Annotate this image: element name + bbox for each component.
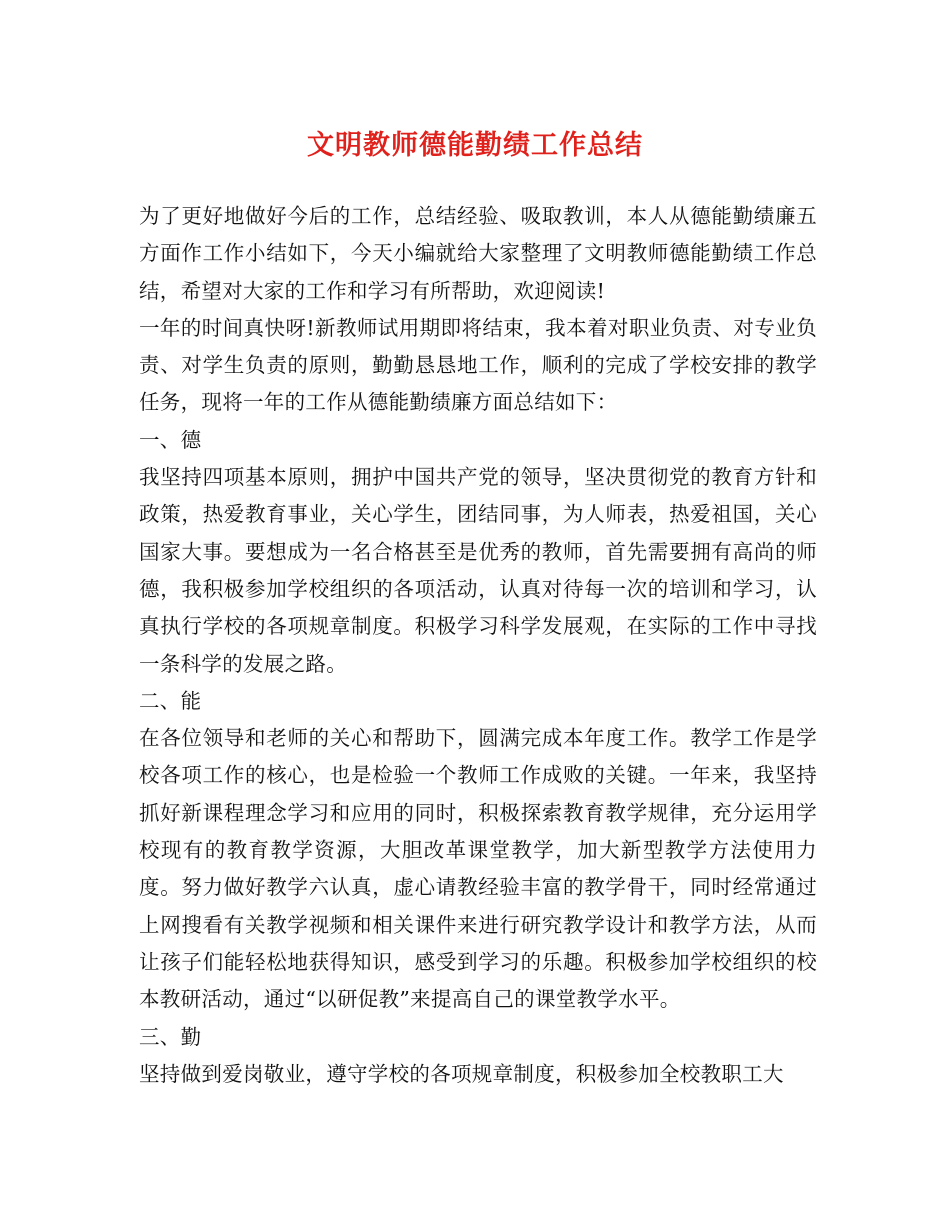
paragraph-overview: 一年的时间真快呀!新教师试用期即将结束，我本着对职业负责、对专业负责、对学生负责的原则，勤勤恳恳地工作，顺利的完成了学校安排的教学任务，现将一年的工作从德能勤绩廉方面总结如下：	[139, 315, 817, 415]
paragraph-qin: 坚持做到爱岗敬业，遵守学校的各项规章制度，积极参加全校教职工大	[139, 1061, 784, 1086]
document-title: 文明教师德能勤绩工作总结	[307, 130, 643, 161]
paragraph-de: 我坚持四项基本原则，拥护中国共产党的领导，坚决贯彻党的教育方针和政策，热爱教育事业，关心学生，团结同事，为人师表，热爱祖国，关心国家大事。要想成为一名合格甚至是优秀的教师，首先需要拥有高尚的师德，我积极参加学校组织的各项活动，认真对待每一次的培训和学习，认真执行学校的各项规章制度。积极学习科学发展观，在实际的工作中寻找一条科学的发展之路。	[139, 465, 817, 676]
section-heading-de: 一、德	[139, 427, 202, 452]
document-body	[139, 198, 817, 1093]
section-heading-qin: 三、勤	[139, 1024, 202, 1049]
paragraph-intro: 为了更好地做好今后的工作，总结经验、吸取教训，本人从德能勤绩廉五方面作工作小结如下，今天小编就给大家整理了文明教师德能勤绩工作总结，希望对大家的工作和学习有所帮助，欢迎阅读!	[139, 204, 817, 303]
paragraph-neng: 在各位领导和老师的关心和帮助下，圆满完成本年度工作。教学工作是学校各项工作的核心，也是检验一个教师工作成败的关键。一年来，我坚持抓好新课程理念学习和应用的同时，积极探索教育教学规律，充分运用学校现有的教育教学资源，大胆改革课堂教学，加大新型教学方法使用力度。努力做好教学六认真，虚心请教经验丰富的教学骨干，同时经常通过上网搜看有关教学视频和相关课件来进行研究教学设计和教学方法，从而让孩子们能轻松地获得知识，感受到学习的乐趣。积极参加学校组织的校本教研活动，通过“以研促教”来提高自己的课堂教学水平。	[139, 726, 817, 1012]
section-heading-neng: 二、能	[139, 688, 202, 713]
